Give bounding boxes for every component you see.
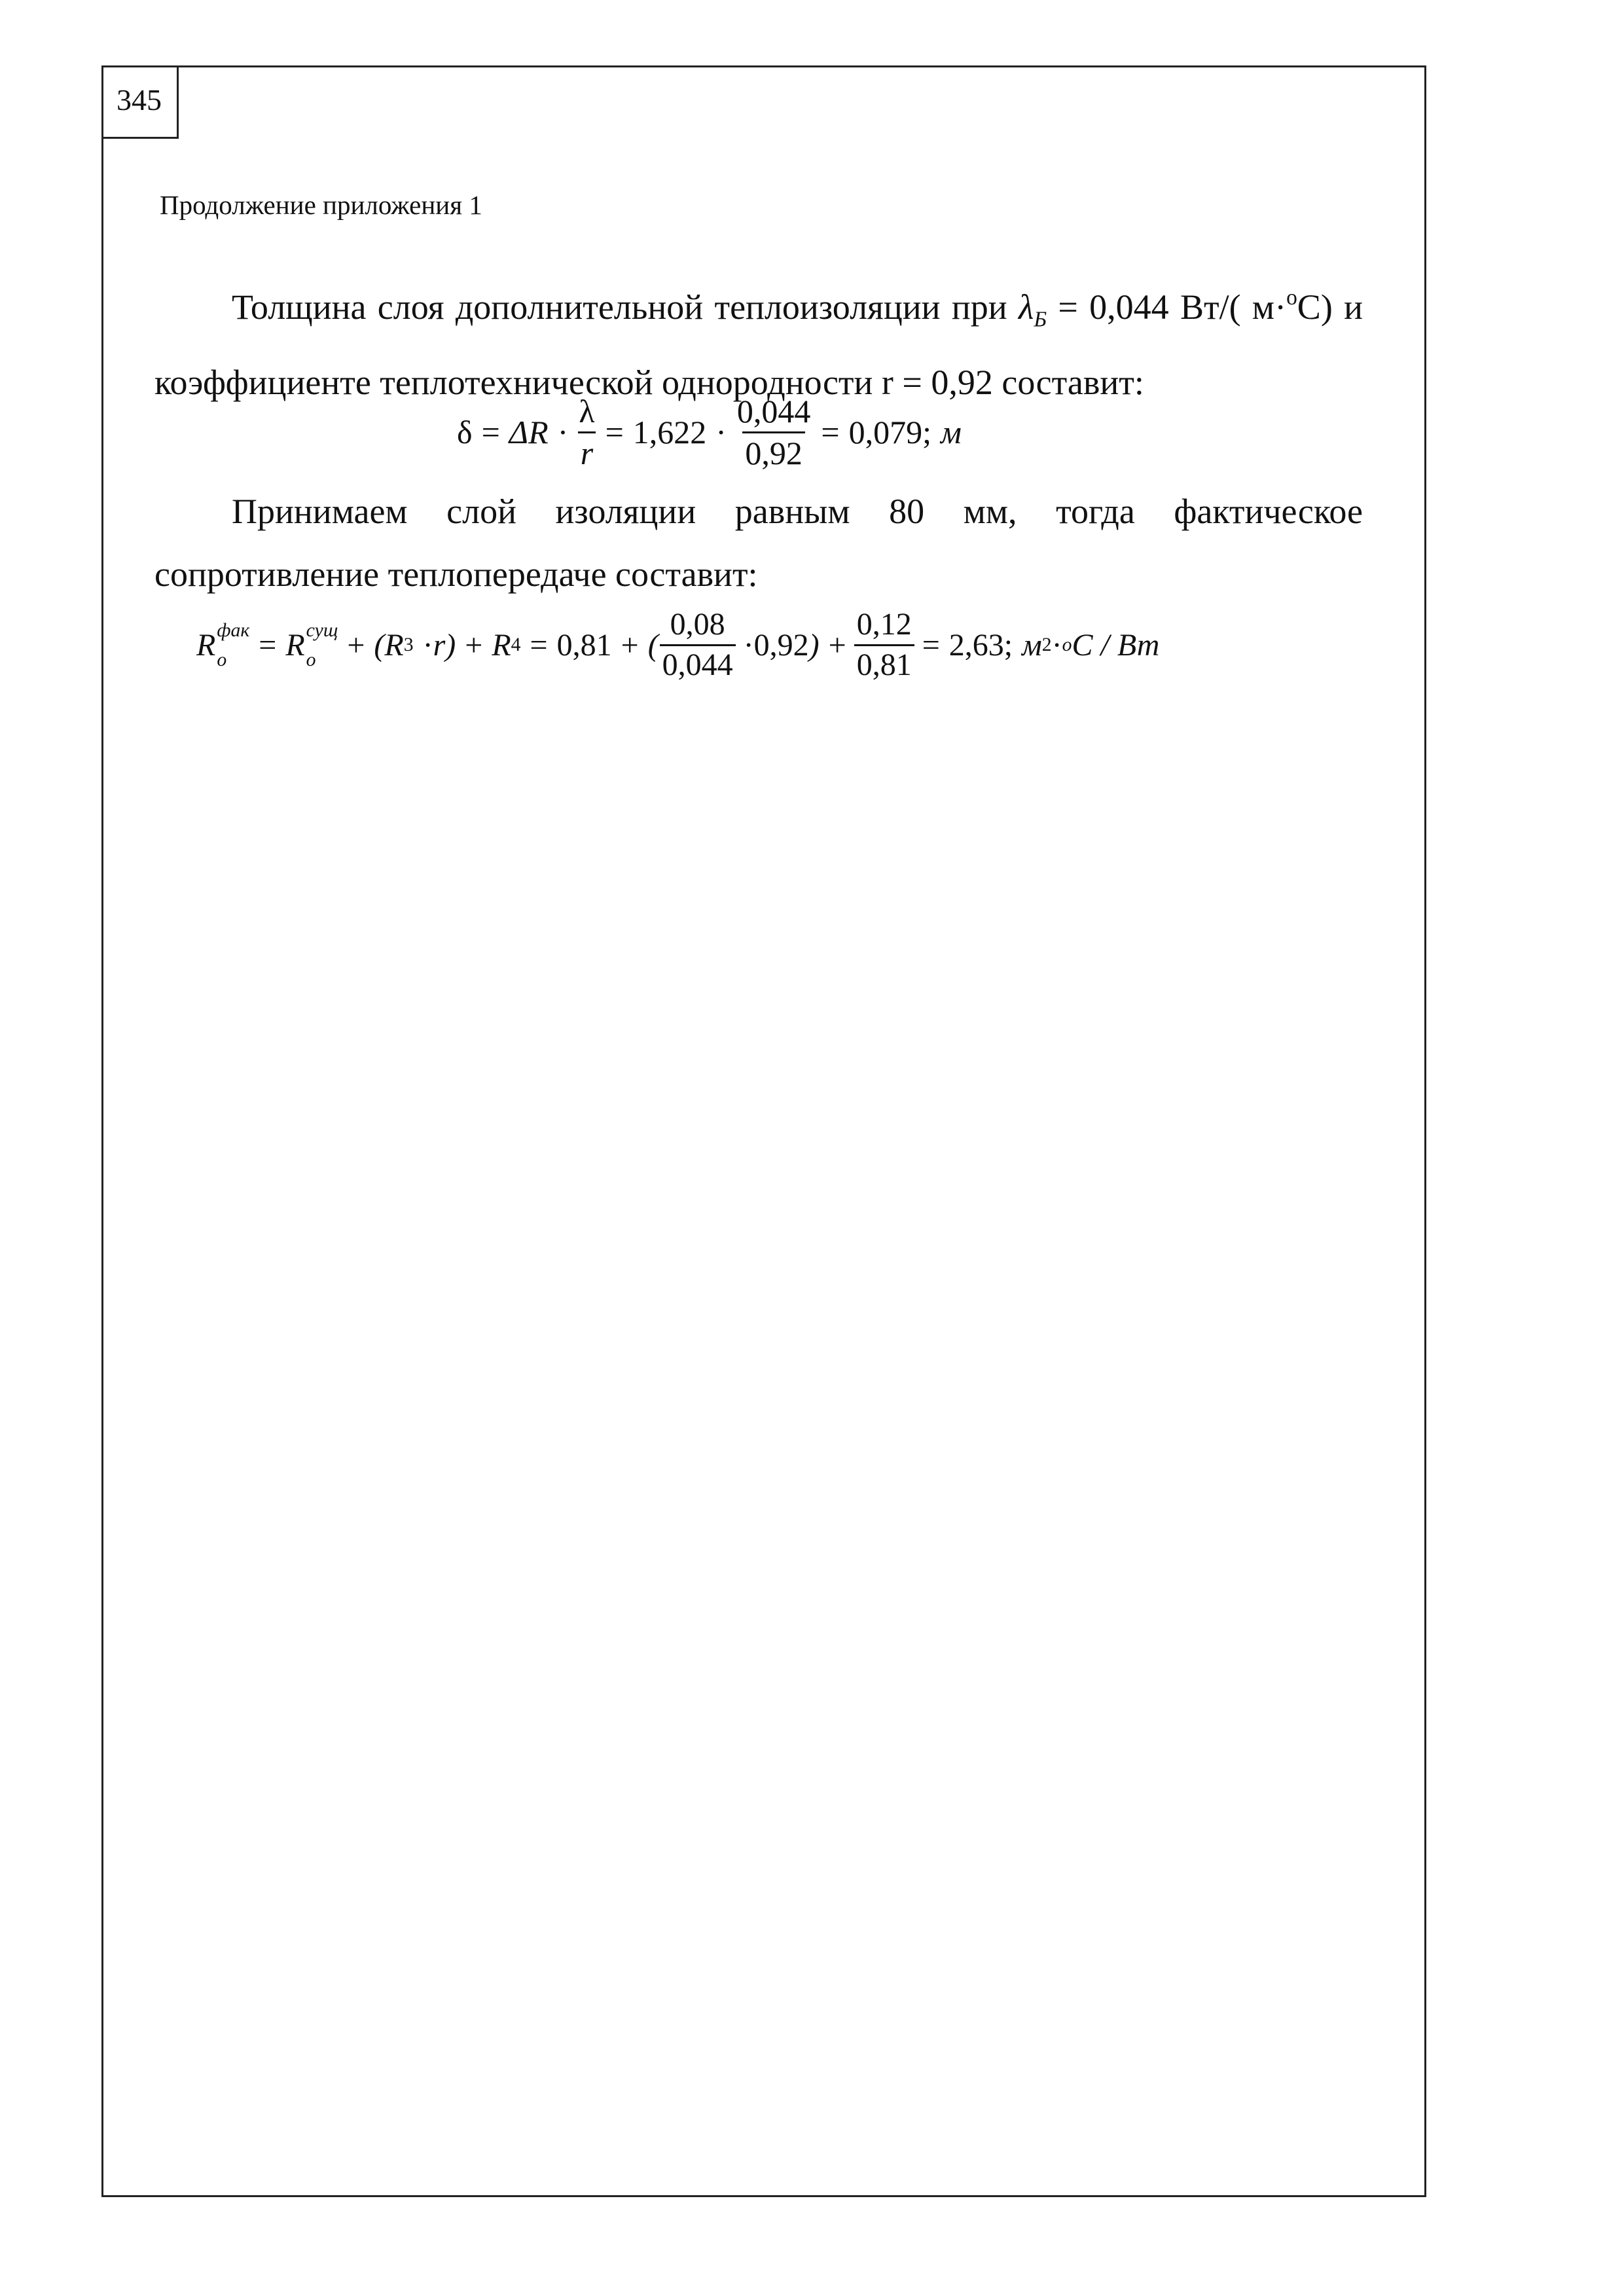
fraction-denominator: 0,92 [742,431,805,471]
justified-line [154,480,1363,543]
r-symbol: R [196,627,216,663]
value: 0,92 [753,627,809,663]
subscript: 3 [403,634,414,655]
plus-sign: + [347,627,365,663]
paragraph-text: = 0,044 Вт/( м· [1047,287,1287,327]
word: фактическое [1174,492,1363,531]
superscript: сущ [306,619,338,642]
r-symbol: R [492,627,511,663]
fraction-denominator: 0,81 [854,644,914,682]
unit-superscript: 2 [1041,634,1052,655]
word: изоляции [555,492,696,531]
value: 0,81 [556,627,612,663]
result-value: 2,63; [948,627,1013,663]
unit: м [1022,627,1042,663]
close-paren: ) [808,627,820,663]
word: слой [446,492,516,531]
r-coefficient: r [433,627,446,663]
multiply-dot: · [1051,627,1062,663]
subscript: о [217,649,227,670]
r-symbol: R [285,627,305,663]
paragraph-accepted-layer [154,480,1363,606]
plus-sign: + [828,627,846,663]
multiply-dot: · [557,414,569,450]
value: 1,622 [632,414,707,450]
close-paren: ) [445,627,456,663]
equals-sign: = [605,414,624,450]
lambda-subscript: Б [1034,307,1047,332]
formula-thickness [457,386,962,478]
fraction-conductivity [734,394,814,470]
equals-sign: = [821,414,840,450]
open-paren: ( [374,627,385,663]
fraction-numerator: λ [579,393,595,429]
delta-symbol: δ [457,414,473,450]
running-header: Продолжение приложения 1 [160,190,482,220]
page-number: 345 [101,65,179,139]
fraction-numerator: 0,12 [856,607,912,642]
r-indices [217,619,250,670]
fraction-lambda-r [576,394,597,470]
paragraph-line: сопротивление теплопередаче составит: [154,555,758,594]
subscript: о [306,649,316,670]
formula-actual-resistance [196,599,1159,691]
equals-sign: = [530,627,548,663]
lambda-symbol: λ [1018,287,1034,327]
plus-sign: + [621,627,639,663]
subscript: 4 [511,634,521,655]
result-value: 0,079; [848,414,932,450]
unit: м [941,414,962,450]
equals-sign: = [922,627,940,663]
paragraph-text: Толщина слоя дополнительной теплоизоляции при [232,287,1019,327]
r-symbol: R [384,627,404,663]
word: тогда [1056,492,1135,531]
r-indices [306,619,338,670]
fraction-denominator: r [578,431,596,471]
degree-mark: о [1062,634,1072,655]
multiply-dot: · [422,627,433,663]
fraction-resistance [854,608,914,682]
multiply-dot: · [715,414,727,450]
paragraph-text: С) и коэффициенте теплотехнической однородности r = 0,92 составит: [154,287,1363,403]
delta-r-term: ΔR [509,414,549,450]
fraction-thickness-conductivity [660,608,736,682]
degree-mark: о [1286,285,1297,310]
open-paren: ( [647,627,659,663]
word: равным [734,492,850,531]
fraction-numerator: 0,044 [736,393,811,429]
word: 80 [889,492,925,531]
superscript: фак [217,619,250,642]
fraction-numerator: 0,08 [670,607,725,642]
multiply-dot: · [743,627,754,663]
unit: С / Вт [1072,627,1160,663]
plus-sign: + [465,627,483,663]
word: Принимаем [232,492,408,531]
fraction-denominator: 0,044 [660,644,736,682]
word: мм, [963,492,1017,531]
equals-sign: = [259,627,277,663]
equals-sign: = [481,414,500,450]
